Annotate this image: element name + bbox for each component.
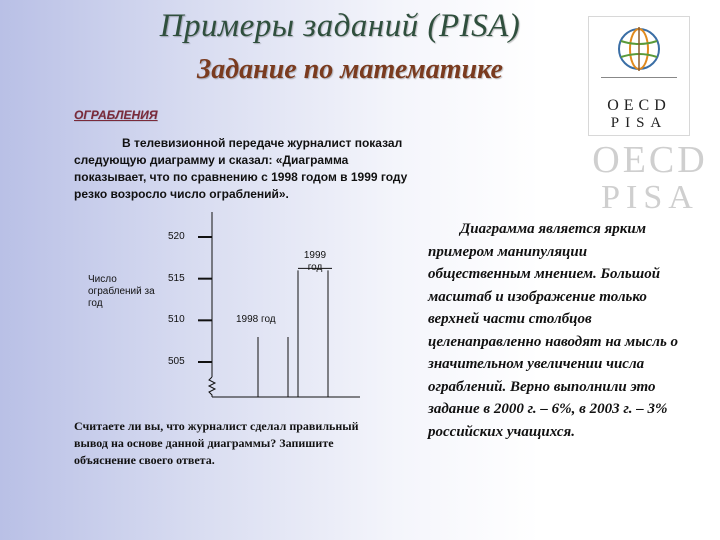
bar-label-1998: 1998 год: [236, 314, 276, 325]
task-intro: В телевизионной передаче журналист показал следующую диаграмму и сказал: «Диаграмма показывает, что по сравнению с 1998 годом в 1999 году резко возросло число ограблений».: [74, 136, 408, 201]
commentary-text: Диаграмма является ярким примером манипуляции общественным мнением. Большой масштаб и изображение только верхней части столбцов целенаправленно наводят на мысль о значительном увеличении числа ограблений. Верно выполнили это задание в 2000 г. – 6%, в 2003 г. – 3% российских учащихся.: [428, 221, 679, 440]
chart-y-axis-label: Число ограблений за год: [88, 274, 155, 309]
y-tick-label: 520: [168, 231, 185, 242]
slide-subtitle: Задание по математике: [197, 54, 503, 85]
logo-pisa-text: PISA: [610, 115, 668, 131]
logo-watermark: [590, 140, 710, 216]
logo-oecd-text: OECD: [607, 97, 671, 114]
chart-canvas: [70, 212, 370, 412]
globe-icon: [615, 25, 663, 73]
watermark-oecd: OECD: [592, 139, 708, 181]
logo-divider: [601, 77, 677, 78]
y-tick-label: 505: [168, 356, 185, 367]
bar-label-1999: 1999 год: [303, 250, 327, 273]
task-heading: ОГРАБЛЕНИЯ: [74, 108, 158, 122]
task-question: Считаете ли вы, что журналист сделал правильный вывод на основе данной диаграммы? Запишите объяснение своего ответа.: [74, 419, 359, 467]
y-tick-label: 510: [168, 314, 185, 326]
oecd-pisa-logo: [588, 16, 690, 136]
robbery-chart: [70, 212, 370, 412]
slide-title: Примеры заданий (PISA): [159, 8, 521, 44]
axis-break: [209, 377, 215, 397]
y-tick-label: 515: [168, 272, 185, 284]
commentary: [428, 218, 690, 443]
watermark-pisa: PISA: [601, 179, 699, 216]
